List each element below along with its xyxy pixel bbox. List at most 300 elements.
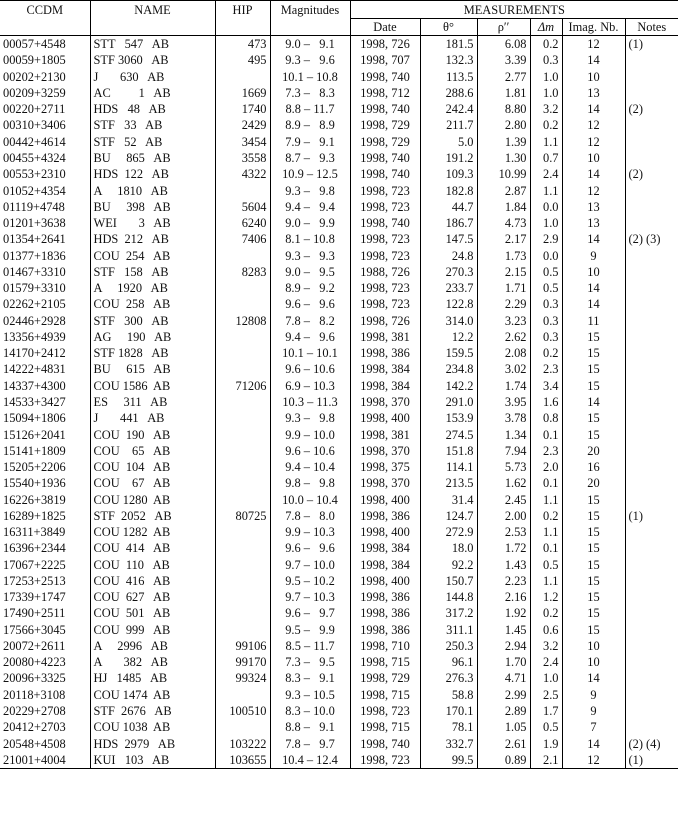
cell-notes: [625, 426, 678, 442]
cell-name: STT 547 AB: [90, 36, 215, 53]
cell-ccdm: 21001+4004: [0, 752, 90, 769]
cell-name: COU 627 AB: [90, 589, 215, 605]
cell-name: STF 3060 AB: [90, 52, 215, 68]
cell-hip: [215, 394, 270, 410]
cell-name: BU 865 AB: [90, 150, 215, 166]
cell-magnitudes: 9.3 – 9.8: [270, 410, 350, 426]
cell-name: STF 1828 AB: [90, 345, 215, 361]
cell-hip: 71206: [215, 378, 270, 394]
cell-date: 1998, 400: [350, 573, 420, 589]
cell-theta: 211.7: [420, 117, 477, 133]
cell-delta-m: 2.5: [530, 687, 562, 703]
cell-rho: 2.99: [477, 687, 530, 703]
cell-delta-m: 0.6: [530, 622, 562, 638]
cell-notes: [625, 280, 678, 296]
cell-ccdm: 00057+4548: [0, 36, 90, 53]
cell-rho: 2.17: [477, 231, 530, 247]
cell-hip: 473: [215, 36, 270, 53]
cell-name: KUI 103 AB: [90, 752, 215, 769]
cell-hip: 100510: [215, 703, 270, 719]
table-row: [0, 199, 678, 215]
cell-theta: 18.0: [420, 540, 477, 556]
cell-date: 1998, 707: [350, 52, 420, 68]
cell-imag-nb: 10: [562, 638, 625, 654]
cell-theta: 5.0: [420, 134, 477, 150]
cell-name: BU 615 AB: [90, 361, 215, 377]
cell-imag-nb: 14: [562, 735, 625, 751]
cell-delta-m: 0.3: [530, 313, 562, 329]
cell-notes: [625, 215, 678, 231]
cell-imag-nb: 15: [562, 557, 625, 573]
cell-notes: [625, 199, 678, 215]
cell-theta: 332.7: [420, 735, 477, 751]
cell-ccdm: 00059+1805: [0, 52, 90, 68]
cell-delta-m: 0.1: [530, 540, 562, 556]
table-row: [0, 378, 678, 394]
cell-date: 1998, 740: [350, 215, 420, 231]
cell-theta: 317.2: [420, 605, 477, 621]
cell-rho: 2.94: [477, 638, 530, 654]
cell-date: 1998, 723: [350, 296, 420, 312]
table-row: [0, 101, 678, 117]
cell-imag-nb: 12: [562, 117, 625, 133]
table-row: [0, 654, 678, 670]
cell-theta: 233.7: [420, 280, 477, 296]
cell-magnitudes: 9.6 – 9.7: [270, 605, 350, 621]
cell-magnitudes: 9.6 – 10.6: [270, 361, 350, 377]
table-row: [0, 215, 678, 231]
cell-notes: [625, 475, 678, 491]
cell-notes: [625, 443, 678, 459]
table-row: [0, 508, 678, 524]
cell-date: 1998, 726: [350, 313, 420, 329]
cell-date: 1998, 384: [350, 540, 420, 556]
cell-imag-nb: 15: [562, 329, 625, 345]
table-row: [0, 150, 678, 166]
table-row: [0, 182, 678, 198]
cell-magnitudes: 9.4 – 9.6: [270, 329, 350, 345]
cell-hip: 4322: [215, 166, 270, 182]
cell-name: A 382 AB: [90, 654, 215, 670]
cell-theta: 122.8: [420, 296, 477, 312]
cell-theta: 44.7: [420, 199, 477, 215]
cell-delta-m: 2.3: [530, 361, 562, 377]
cell-notes: (1): [628, 508, 643, 523]
table-row: [0, 426, 678, 442]
cell-rho: 2.29: [477, 296, 530, 312]
cell-imag-nb: 15: [562, 524, 625, 540]
cell-notes: [625, 491, 678, 507]
cell-ccdm: 01201+3638: [0, 215, 90, 231]
cell-magnitudes: 8.3 – 9.1: [270, 670, 350, 686]
cell-magnitudes: 9.4 – 10.4: [270, 459, 350, 475]
cell-delta-m: 1.9: [530, 735, 562, 751]
cell-date: 1988, 726: [350, 264, 420, 280]
cell-delta-m: 3.2: [530, 638, 562, 654]
table-row: [0, 475, 678, 491]
cell-theta: 150.7: [420, 573, 477, 589]
cell-ccdm: 15540+1936: [0, 475, 90, 491]
cell-magnitudes: 7.8 – 8.0: [270, 508, 350, 524]
cell-theta: 170.1: [420, 703, 477, 719]
cell-rho: 1.30: [477, 150, 530, 166]
cell-imag-nb: 14: [562, 231, 625, 247]
cell-name: A 1920 AB: [90, 280, 215, 296]
cell-name: COU 414 AB: [90, 540, 215, 556]
cell-notes: [625, 703, 678, 719]
cell-imag-nb: 16: [562, 459, 625, 475]
cell-magnitudes: 9.5 – 10.2: [270, 573, 350, 589]
cell-ccdm: 17253+2513: [0, 573, 90, 589]
cell-hip: 99106: [215, 638, 270, 654]
cell-hip: 99324: [215, 670, 270, 686]
cell-hip: 103655: [215, 752, 270, 769]
cell-notes: [625, 296, 678, 312]
cell-notes: [625, 182, 678, 198]
cell-name: COU 501 AB: [90, 605, 215, 621]
cell-ccdm: 17490+2511: [0, 605, 90, 621]
cell-delta-m: 0.2: [530, 117, 562, 133]
cell-delta-m: 2.1: [530, 752, 562, 769]
cell-theta: 114.1: [420, 459, 477, 475]
cell-theta: 147.5: [420, 231, 477, 247]
cell-rho: 2.80: [477, 117, 530, 133]
cell-rho: 3.78: [477, 410, 530, 426]
cell-rho: 3.23: [477, 313, 530, 329]
cell-ccdm: 02262+2105: [0, 296, 90, 312]
cell-name: STF 158 AB: [90, 264, 215, 280]
cell-date: 1998, 723: [350, 752, 420, 769]
cell-rho: 2.89: [477, 703, 530, 719]
cell-magnitudes: 8.8 – 9.1: [270, 719, 350, 735]
cell-date: 1998, 715: [350, 687, 420, 703]
cell-rho: 1.73: [477, 247, 530, 263]
cell-theta: 24.8: [420, 247, 477, 263]
table-header: [0, 1, 678, 36]
cell-ccdm: 17067+2225: [0, 557, 90, 573]
table-row: [0, 540, 678, 556]
cell-date: 1998, 370: [350, 394, 420, 410]
cell-magnitudes: 9.6 – 9.6: [270, 296, 350, 312]
cell-delta-m: 0.2: [530, 508, 562, 524]
cell-name: COU 67 AB: [90, 475, 215, 491]
cell-ccdm: 15126+2041: [0, 426, 90, 442]
cell-rho: 5.73: [477, 459, 530, 475]
header-rho: ρ′′: [477, 19, 530, 36]
cell-rho: 2.08: [477, 345, 530, 361]
cell-magnitudes: 9.6 – 10.6: [270, 443, 350, 459]
cell-ccdm: 02446+2928: [0, 313, 90, 329]
cell-magnitudes: 9.9 – 10.3: [270, 524, 350, 540]
cell-name: COU 1038 AB: [90, 719, 215, 735]
header-imag-nb: Imag. Nb.: [562, 19, 625, 36]
cell-imag-nb: 14: [562, 296, 625, 312]
cell-hip: [215, 475, 270, 491]
cell-delta-m: 0.1: [530, 426, 562, 442]
cell-ccdm: 20096+3325: [0, 670, 90, 686]
cell-imag-nb: 9: [562, 687, 625, 703]
cell-hip: 8283: [215, 264, 270, 280]
cell-magnitudes: 9.3 – 10.5: [270, 687, 350, 703]
cell-hip: [215, 524, 270, 540]
cell-name: COU 1282 AB: [90, 524, 215, 540]
cell-name: STF 2052 AB: [90, 508, 215, 524]
cell-theta: 144.8: [420, 589, 477, 605]
cell-rho: 1.72: [477, 540, 530, 556]
cell-ccdm: 20072+2611: [0, 638, 90, 654]
cell-delta-m: 0.2: [530, 345, 562, 361]
cell-magnitudes: 9.8 – 9.8: [270, 475, 350, 491]
cell-notes: [625, 557, 678, 573]
cell-theta: 159.5: [420, 345, 477, 361]
header-hip: HIP: [215, 1, 270, 36]
cell-imag-nb: 10: [562, 69, 625, 85]
cell-rho: 1.39: [477, 134, 530, 150]
cell-magnitudes: 9.7 – 10.0: [270, 557, 350, 573]
cell-rho: 6.08: [477, 36, 530, 53]
cell-hip: [215, 491, 270, 507]
cell-hip: [215, 622, 270, 638]
cell-delta-m: 1.0: [530, 670, 562, 686]
cell-notes: [625, 117, 678, 133]
cell-delta-m: 2.3: [530, 443, 562, 459]
cell-hip: [215, 69, 270, 85]
cell-ccdm: 01052+4354: [0, 182, 90, 198]
cell-rho: 1.05: [477, 719, 530, 735]
cell-magnitudes: 8.5 – 11.7: [270, 638, 350, 654]
cell-notes: [625, 524, 678, 540]
cell-hip: 99170: [215, 654, 270, 670]
cell-date: 1998, 381: [350, 329, 420, 345]
cell-date: 1998, 723: [350, 703, 420, 719]
cell-rho: 7.94: [477, 443, 530, 459]
cell-notes: (2) (4): [628, 736, 661, 751]
cell-theta: 113.5: [420, 69, 477, 85]
cell-rho: 1.92: [477, 605, 530, 621]
cell-imag-nb: 15: [562, 540, 625, 556]
header-delta-m: Δm: [530, 19, 562, 36]
cell-imag-nb: 15: [562, 573, 625, 589]
cell-delta-m: 0.5: [530, 557, 562, 573]
cell-ccdm: 15205+2206: [0, 459, 90, 475]
cell-magnitudes: 7.3 – 9.5: [270, 654, 350, 670]
table-row: [0, 280, 678, 296]
cell-notes: [625, 150, 678, 166]
header-ccdm: CCDM: [0, 1, 90, 36]
cell-date: 1998, 370: [350, 475, 420, 491]
cell-notes: [625, 687, 678, 703]
cell-delta-m: 0.8: [530, 410, 562, 426]
cell-notes: (1): [625, 36, 678, 53]
cell-magnitudes: 8.8 – 11.7: [270, 101, 350, 117]
table-row: [0, 638, 678, 654]
cell-notes: [625, 719, 678, 735]
cell-theta: 31.4: [420, 491, 477, 507]
cell-imag-nb: 7: [562, 719, 625, 735]
cell-hip: [215, 361, 270, 377]
cell-ccdm: 14337+4300: [0, 378, 90, 394]
cell-delta-m: 3.2: [530, 101, 562, 117]
cell-hip: [215, 443, 270, 459]
cell-hip: 495: [215, 52, 270, 68]
cell-magnitudes: 10.4 – 12.4: [270, 752, 350, 769]
cell-ccdm: 13356+4939: [0, 329, 90, 345]
table-row: [0, 670, 678, 686]
table-row: [0, 264, 678, 280]
cell-delta-m: 2.0: [530, 459, 562, 475]
cell-imag-nb: 14: [562, 166, 625, 182]
cell-name: COU 1474 AB: [90, 687, 215, 703]
cell-notes: [625, 134, 678, 150]
cell-rho: 4.71: [477, 670, 530, 686]
cell-theta: 250.3: [420, 638, 477, 654]
cell-rho: 1.81: [477, 85, 530, 101]
cell-imag-nb: 15: [562, 345, 625, 361]
cell-notes: [625, 264, 678, 280]
cell-magnitudes: 7.9 – 9.1: [270, 134, 350, 150]
cell-ccdm: 00202+2130: [0, 69, 90, 85]
cell-date: 1998, 384: [350, 557, 420, 573]
cell-name: WEI 3 AB: [90, 215, 215, 231]
cell-rho: 3.95: [477, 394, 530, 410]
cell-hip: 80725: [215, 508, 270, 524]
cell-notes: [625, 378, 678, 394]
cell-rho: 2.62: [477, 329, 530, 345]
cell-hip: 3454: [215, 134, 270, 150]
cell-delta-m: 1.1: [530, 524, 562, 540]
cell-date: 1998, 386: [350, 622, 420, 638]
cell-date: 1998, 723: [350, 199, 420, 215]
cell-delta-m: 0.0: [530, 247, 562, 263]
cell-name: COU 254 AB: [90, 247, 215, 263]
cell-imag-nb: 12: [562, 134, 625, 150]
table-row: [0, 752, 678, 769]
cell-ccdm: 00220+2711: [0, 101, 90, 117]
cell-theta: 191.2: [420, 150, 477, 166]
cell-theta: 78.1: [420, 719, 477, 735]
cell-ccdm: 20412+2703: [0, 719, 90, 735]
table-row: [0, 361, 678, 377]
cell-magnitudes: 8.9 – 9.2: [270, 280, 350, 296]
cell-rho: 2.16: [477, 589, 530, 605]
cell-magnitudes: 10.1 – 10.8: [270, 69, 350, 85]
cell-ccdm: 01354+2641: [0, 231, 90, 247]
cell-date: 1998, 370: [350, 443, 420, 459]
cell-magnitudes: 8.9 – 8.9: [270, 117, 350, 133]
cell-name: COU 258 AB: [90, 296, 215, 312]
cell-rho: 2.15: [477, 264, 530, 280]
cell-notes: [625, 247, 678, 263]
cell-name: AC 1 AB: [90, 85, 215, 101]
cell-date: 1998, 712: [350, 85, 420, 101]
cell-date: 1998, 715: [350, 654, 420, 670]
cell-delta-m: 3.4: [530, 378, 562, 394]
cell-name: COU 1586 AB: [90, 378, 215, 394]
cell-notes: (1): [628, 752, 643, 767]
cell-imag-nb: 12: [562, 182, 625, 198]
cell-date: 1998, 381: [350, 426, 420, 442]
cell-rho: 10.99: [477, 166, 530, 182]
cell-notes: [625, 605, 678, 621]
cell-hip: 7406: [215, 231, 270, 247]
cell-imag-nb: 15: [562, 378, 625, 394]
cell-ccdm: 16289+1825: [0, 508, 90, 524]
cell-magnitudes: 10.1 – 10.1: [270, 345, 350, 361]
cell-theta: 272.9: [420, 524, 477, 540]
cell-notes: [625, 589, 678, 605]
cell-name: COU 1280 AB: [90, 491, 215, 507]
cell-notes: (2) (3): [628, 232, 661, 247]
cell-notes: [625, 313, 678, 329]
table-row: [0, 410, 678, 426]
cell-imag-nb: 14: [562, 52, 625, 68]
cell-ccdm: 00553+2310: [0, 166, 90, 182]
cell-theta: 132.3: [420, 52, 477, 68]
cell-rho: 2.87: [477, 182, 530, 198]
cell-rho: 1.62: [477, 475, 530, 491]
cell-date: 1998, 384: [350, 361, 420, 377]
cell-notes: [625, 329, 678, 345]
cell-ccdm: 01467+3310: [0, 264, 90, 280]
cell-imag-nb: 15: [562, 410, 625, 426]
cell-magnitudes: 9.4 – 9.4: [270, 199, 350, 215]
cell-notes: [625, 345, 678, 361]
cell-hip: [215, 573, 270, 589]
cell-date: 1998, 723: [350, 247, 420, 263]
cell-theta: 182.8: [420, 182, 477, 198]
cell-imag-nb: 15: [562, 426, 625, 442]
cell-notes: [625, 85, 678, 101]
cell-imag-nb: 15: [562, 508, 625, 524]
cell-imag-nb: 10: [562, 654, 625, 670]
cell-date: 1998, 740: [350, 166, 420, 182]
cell-delta-m: 0.5: [530, 264, 562, 280]
table-row: [0, 247, 678, 263]
cell-theta: 234.8: [420, 361, 477, 377]
cell-hip: 1669: [215, 85, 270, 101]
cell-theta: 213.5: [420, 475, 477, 491]
cell-delta-m: 0.0: [530, 199, 562, 215]
cell-ccdm: 17566+3045: [0, 622, 90, 638]
cell-date: 1998, 723: [350, 280, 420, 296]
cell-rho: 2.23: [477, 573, 530, 589]
cell-delta-m: 1.1: [530, 573, 562, 589]
table-row: [0, 735, 678, 751]
cell-ccdm: 16311+3849: [0, 524, 90, 540]
cell-ccdm: 16396+2344: [0, 540, 90, 556]
cell-magnitudes: 9.7 – 10.3: [270, 589, 350, 605]
cell-date: 1998, 386: [350, 589, 420, 605]
cell-theta: 186.7: [420, 215, 477, 231]
cell-hip: [215, 459, 270, 475]
cell-magnitudes: 6.9 – 10.3: [270, 378, 350, 394]
cell-theta: 12.2: [420, 329, 477, 345]
cell-rho: 4.73: [477, 215, 530, 231]
cell-notes: [625, 361, 678, 377]
cell-hip: 3558: [215, 150, 270, 166]
cell-rho: 2.45: [477, 491, 530, 507]
cell-magnitudes: 9.9 – 10.0: [270, 426, 350, 442]
cell-ccdm: 00442+4614: [0, 134, 90, 150]
cell-hip: [215, 296, 270, 312]
table-row: [0, 85, 678, 101]
cell-notes: [625, 654, 678, 670]
cell-rho: 2.77: [477, 69, 530, 85]
cell-delta-m: 0.1: [530, 475, 562, 491]
table-row: [0, 524, 678, 540]
header-name: NAME: [90, 1, 215, 36]
cell-hip: [215, 605, 270, 621]
